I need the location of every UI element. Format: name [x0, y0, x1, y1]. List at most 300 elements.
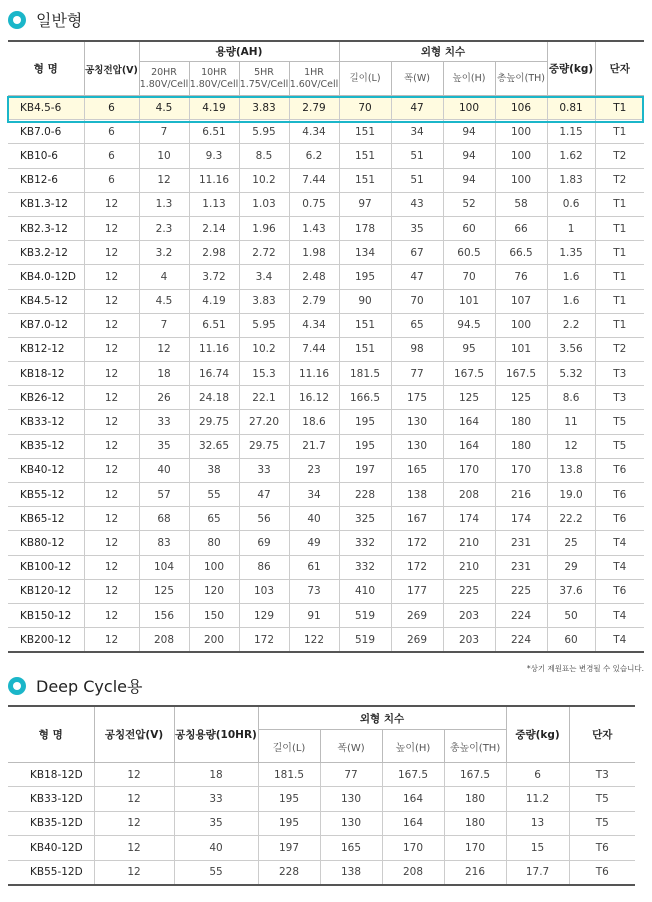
table-cell: 57 — [139, 483, 189, 507]
table-cell: 1.03 — [239, 192, 289, 216]
table-cell: T3 — [595, 386, 644, 410]
table-cell: 12 — [84, 483, 139, 507]
table-cell: 12 — [84, 531, 139, 555]
table-cell: 7 — [139, 313, 189, 337]
capacity-subheader: 20HR 1.80V/Cell — [139, 62, 189, 96]
table-cell: 29 — [547, 555, 595, 579]
table-cell: 197 — [258, 836, 320, 860]
table-cell: 38 — [189, 458, 239, 482]
table-cell: 197 — [339, 458, 391, 482]
table-cell: 13.8 — [547, 458, 595, 482]
table-cell: 151 — [339, 313, 391, 337]
table-cell: 1.35 — [547, 241, 595, 265]
table-cell: 58 — [495, 192, 547, 216]
table-cell: 519 — [339, 628, 391, 653]
table-cell: T2 — [595, 144, 644, 168]
table-cell: 269 — [391, 603, 443, 627]
table-cell: 51 — [391, 144, 443, 168]
table-cell: 8.6 — [547, 386, 595, 410]
table-cell: 16.74 — [189, 362, 239, 386]
table-cell: 107 — [495, 289, 547, 313]
table-cell: 1.62 — [547, 144, 595, 168]
table-cell: 70 — [391, 289, 443, 313]
table-cell: 55 — [189, 483, 239, 507]
model-cell: KB80-12 — [8, 531, 84, 555]
table-cell: 4 — [139, 265, 189, 289]
table-cell: 33 — [239, 458, 289, 482]
table-cell: 178 — [339, 216, 391, 240]
table-cell: 12 — [139, 168, 189, 192]
table-row — [8, 836, 635, 860]
model-cell: KB200-12 — [8, 628, 84, 653]
table-cell: 70 — [339, 96, 391, 120]
dimension-subheader: 높이(H) — [443, 62, 495, 96]
table-cell: 156 — [139, 603, 189, 627]
table-cell: 167.5 — [443, 362, 495, 386]
table-row — [8, 458, 644, 482]
ring-bullet-icon — [8, 11, 26, 29]
table-cell: 172 — [391, 531, 443, 555]
table-cell: 4.5 — [139, 96, 189, 120]
table-cell: 195 — [258, 787, 320, 811]
table-cell: 180 — [495, 410, 547, 434]
table-cell: 91 — [289, 603, 339, 627]
col-dimensions: 외형 치수 — [339, 41, 547, 62]
table-cell: 167.5 — [444, 763, 506, 787]
col-voltage: 공칭전압(V) — [94, 706, 174, 763]
table-cell: 2.3 — [139, 216, 189, 240]
table-cell: 24.18 — [189, 386, 239, 410]
table-cell: 170 — [382, 836, 444, 860]
table-cell: 203 — [443, 603, 495, 627]
table-cell: 60.5 — [443, 241, 495, 265]
table-cell: 55 — [174, 860, 258, 885]
table-cell: 6 — [84, 96, 139, 120]
table-cell: 332 — [339, 555, 391, 579]
table-cell: 325 — [339, 507, 391, 531]
table-cell: 167.5 — [382, 763, 444, 787]
table-row — [8, 168, 644, 192]
table-row — [8, 579, 644, 603]
table-cell: 97 — [339, 192, 391, 216]
table-cell: 40 — [174, 836, 258, 860]
table-cell: 1.3 — [139, 192, 189, 216]
spec-change-note: *상기 제원표는 변경될 수 있습니다. — [526, 664, 644, 673]
table-cell: 228 — [339, 483, 391, 507]
col-terminal: 단자 — [569, 706, 635, 763]
table-cell: 225 — [495, 579, 547, 603]
table-cell: 195 — [339, 410, 391, 434]
table-cell: T4 — [595, 555, 644, 579]
table-cell: 130 — [320, 811, 382, 835]
table-cell: 129 — [239, 603, 289, 627]
table-cell: 37.6 — [547, 579, 595, 603]
table-cell: 125 — [443, 386, 495, 410]
table-cell: 5.32 — [547, 362, 595, 386]
table-cell: 94 — [443, 144, 495, 168]
table-cell: 216 — [444, 860, 506, 885]
table-cell: 83 — [139, 531, 189, 555]
table-cell: 0.6 — [547, 192, 595, 216]
general-spec-table — [8, 40, 644, 653]
table-cell: 12 — [84, 265, 139, 289]
table-cell: 65 — [189, 507, 239, 531]
table-cell: T5 — [595, 434, 644, 458]
table-cell: T6 — [569, 836, 635, 860]
table-cell: 1.43 — [289, 216, 339, 240]
section-title-text: 일반형 — [36, 11, 83, 30]
table-cell: 35 — [139, 434, 189, 458]
table-cell: 0.75 — [289, 192, 339, 216]
table-cell: 9.3 — [189, 144, 239, 168]
table-cell: 65 — [391, 313, 443, 337]
table-cell: 210 — [443, 555, 495, 579]
table-cell: 231 — [495, 555, 547, 579]
table-cell: 5.95 — [239, 120, 289, 144]
table-cell: 231 — [495, 531, 547, 555]
table-cell: 224 — [495, 603, 547, 627]
table-cell: 32.65 — [189, 434, 239, 458]
table-cell: 47 — [391, 265, 443, 289]
table-cell: 172 — [391, 555, 443, 579]
table-cell: 33 — [174, 787, 258, 811]
col-weight: 중량(kg) — [547, 41, 595, 96]
table-cell: 33 — [139, 410, 189, 434]
table-cell: 410 — [339, 579, 391, 603]
table-row — [8, 628, 644, 653]
table-cell: 40 — [289, 507, 339, 531]
table-cell: 12 — [84, 289, 139, 313]
table-cell: 12 — [84, 458, 139, 482]
model-cell: KB4.0-12D — [8, 265, 84, 289]
model-cell: KB33-12 — [8, 410, 84, 434]
table-cell: 94 — [443, 120, 495, 144]
table-cell: 6 — [84, 120, 139, 144]
table-cell: 86 — [239, 555, 289, 579]
col-weight: 중량(kg) — [506, 706, 569, 763]
model-cell: KB18-12D — [8, 763, 94, 787]
table-row — [8, 265, 644, 289]
table-cell: 73 — [289, 579, 339, 603]
table-cell: 208 — [139, 628, 189, 653]
table-row — [8, 337, 644, 361]
table-cell: 4.34 — [289, 313, 339, 337]
col-dimensions: 외형 치수 — [258, 706, 506, 730]
dimension-subheader: 길이(L) — [258, 730, 320, 763]
model-cell: KB120-12 — [8, 579, 84, 603]
table-cell: 166.5 — [339, 386, 391, 410]
table-row — [8, 144, 644, 168]
table-cell: 8.5 — [239, 144, 289, 168]
table-cell: T6 — [595, 458, 644, 482]
table-cell: 167.5 — [495, 362, 547, 386]
table-cell: 21.7 — [289, 434, 339, 458]
table-cell: 1.6 — [547, 289, 595, 313]
table-cell: 12 — [84, 628, 139, 653]
table-cell: 7 — [139, 120, 189, 144]
table-cell: 10.2 — [239, 337, 289, 361]
table-cell: 181.5 — [339, 362, 391, 386]
table-cell: 12 — [84, 362, 139, 386]
table-cell: 2.2 — [547, 313, 595, 337]
table-cell: 177 — [391, 579, 443, 603]
table-cell: 208 — [382, 860, 444, 885]
table-cell: 151 — [339, 120, 391, 144]
table-cell: 66.5 — [495, 241, 547, 265]
model-cell: KB55-12 — [8, 483, 84, 507]
col-capacity: 공칭용량(10HR) — [174, 706, 258, 763]
table-cell: 181.5 — [258, 763, 320, 787]
col-voltage: 공칭전압(V) — [84, 41, 139, 96]
table-cell: 195 — [339, 434, 391, 458]
table-cell: T6 — [595, 579, 644, 603]
dimension-subheader: 폭(W) — [391, 62, 443, 96]
table-cell: 225 — [443, 579, 495, 603]
table-cell: 7.44 — [289, 168, 339, 192]
table-row — [8, 313, 644, 337]
table-cell: 125 — [495, 386, 547, 410]
table-cell: 175 — [391, 386, 443, 410]
table-cell: 76 — [495, 265, 547, 289]
table-cell: 50 — [547, 603, 595, 627]
table-cell: T1 — [595, 241, 644, 265]
table-row — [8, 120, 644, 144]
table-cell: 68 — [139, 507, 189, 531]
table-cell: 228 — [258, 860, 320, 885]
table-cell: 101 — [443, 289, 495, 313]
table-cell: 3.4 — [239, 265, 289, 289]
capacity-subheader: 5HR 1.75V/Cell — [239, 62, 289, 96]
table-cell: 100 — [495, 313, 547, 337]
table-cell: T5 — [595, 410, 644, 434]
model-cell: KB4.5-6 — [8, 96, 84, 120]
section-title-general — [8, 8, 82, 31]
model-cell: KB4.5-12 — [8, 289, 84, 313]
model-cell: KB65-12 — [8, 507, 84, 531]
capacity-subheader: 1HR 1.60V/Cell — [289, 62, 339, 96]
table-row — [8, 531, 644, 555]
table-cell: 12 — [84, 579, 139, 603]
table-cell: 11.2 — [506, 787, 569, 811]
model-cell: KB2.3-12 — [8, 216, 84, 240]
table-cell: 100 — [495, 120, 547, 144]
table-cell: 151 — [339, 168, 391, 192]
table-cell: 90 — [339, 289, 391, 313]
table-cell: 104 — [139, 555, 189, 579]
table-cell: 165 — [320, 836, 382, 860]
table-cell: 18 — [174, 763, 258, 787]
model-cell: KB18-12 — [8, 362, 84, 386]
model-cell: KB1.3-12 — [8, 192, 84, 216]
dimension-subheader: 높이(H) — [382, 730, 444, 763]
table-cell: 12 — [84, 386, 139, 410]
table-cell: 100 — [495, 168, 547, 192]
table-cell: 195 — [339, 265, 391, 289]
table-row — [8, 603, 644, 627]
table-cell: 2.48 — [289, 265, 339, 289]
table-cell: 138 — [320, 860, 382, 885]
table-cell: T2 — [595, 168, 644, 192]
model-cell: KB10-6 — [8, 144, 84, 168]
model-cell: KB12-6 — [8, 168, 84, 192]
model-cell: KB55-12D — [8, 860, 94, 885]
table-cell: 2.79 — [289, 289, 339, 313]
table-cell: 12 — [94, 836, 174, 860]
model-cell: KB100-12 — [8, 555, 84, 579]
table-cell: 180 — [444, 811, 506, 835]
table-cell: 151 — [339, 144, 391, 168]
table-cell: 6.2 — [289, 144, 339, 168]
table-cell: 69 — [239, 531, 289, 555]
model-cell: KB26-12 — [8, 386, 84, 410]
table-cell: 0.81 — [547, 96, 595, 120]
table-cell: 3.72 — [189, 265, 239, 289]
ring-bullet-icon — [8, 677, 26, 695]
table-cell: 43 — [391, 192, 443, 216]
table-cell: 98 — [391, 337, 443, 361]
table-row — [8, 507, 644, 531]
table-cell: 12 — [84, 313, 139, 337]
table-cell: 34 — [289, 483, 339, 507]
table-cell: 12 — [547, 434, 595, 458]
table-cell: 66 — [495, 216, 547, 240]
table-cell: 7.44 — [289, 337, 339, 361]
table-cell: 216 — [495, 483, 547, 507]
table-cell: 12 — [84, 434, 139, 458]
table-cell: 12 — [94, 860, 174, 885]
table-cell: 12 — [84, 337, 139, 361]
table-cell: 12 — [84, 241, 139, 265]
table-cell: 95 — [443, 337, 495, 361]
table-cell: 26 — [139, 386, 189, 410]
table-cell: T2 — [595, 337, 644, 361]
table-cell: T3 — [595, 362, 644, 386]
table-cell: 100 — [495, 144, 547, 168]
table-cell: 11 — [547, 410, 595, 434]
col-model: 형 명 — [8, 706, 94, 763]
table-cell: 4.19 — [189, 289, 239, 313]
table-cell: 100 — [189, 555, 239, 579]
table-cell: 4.5 — [139, 289, 189, 313]
table-cell: 170 — [495, 458, 547, 482]
table-cell: 180 — [495, 434, 547, 458]
table-cell: 3.56 — [547, 337, 595, 361]
table-cell: 49 — [289, 531, 339, 555]
table-cell: 167 — [391, 507, 443, 531]
table-cell: 11.16 — [189, 337, 239, 361]
table-cell: 174 — [495, 507, 547, 531]
table-cell: 60 — [547, 628, 595, 653]
table-cell: 40 — [139, 458, 189, 482]
table-cell: 15.3 — [239, 362, 289, 386]
table-cell: 51 — [391, 168, 443, 192]
table-cell: 23 — [289, 458, 339, 482]
table-cell: 18 — [139, 362, 189, 386]
model-cell: KB40-12 — [8, 458, 84, 482]
table-cell: 2.72 — [239, 241, 289, 265]
table-cell: 210 — [443, 531, 495, 555]
model-cell: KB150-12 — [8, 603, 84, 627]
capacity-subheader: 10HR 1.80V/Cell — [189, 62, 239, 96]
table-cell: 35 — [391, 216, 443, 240]
table-cell: 224 — [495, 628, 547, 653]
model-cell: KB35-12D — [8, 811, 94, 835]
table-cell: 165 — [391, 458, 443, 482]
table-cell: 56 — [239, 507, 289, 531]
table-row — [8, 192, 644, 216]
table-cell: 70 — [443, 265, 495, 289]
table-cell: 172 — [239, 628, 289, 653]
table-cell: 5.95 — [239, 313, 289, 337]
model-cell: KB40-12D — [8, 836, 94, 860]
table-cell: 11.16 — [289, 362, 339, 386]
table-cell: 130 — [391, 434, 443, 458]
table-cell: 1 — [547, 216, 595, 240]
table-cell: 150 — [189, 603, 239, 627]
table-cell: 138 — [391, 483, 443, 507]
table-cell: 195 — [258, 811, 320, 835]
deep-cycle-spec-table — [8, 705, 635, 886]
table-cell: 3.83 — [239, 289, 289, 313]
table-cell: T1 — [595, 265, 644, 289]
table-cell: 67 — [391, 241, 443, 265]
table-row — [8, 216, 644, 240]
table-row — [8, 483, 644, 507]
table-cell: 12 — [94, 787, 174, 811]
table-cell: 12 — [84, 555, 139, 579]
table-cell: 22.1 — [239, 386, 289, 410]
table-cell: 151 — [339, 337, 391, 361]
table-cell: 180 — [444, 787, 506, 811]
table-cell: 4.19 — [189, 96, 239, 120]
table-cell: T5 — [569, 811, 635, 835]
table-cell: 29.75 — [239, 434, 289, 458]
table-cell: 203 — [443, 628, 495, 653]
table-cell: 200 — [189, 628, 239, 653]
table-cell: 29.75 — [189, 410, 239, 434]
dimension-subheader: 총높이(TH) — [444, 730, 506, 763]
table-cell: 1.6 — [547, 265, 595, 289]
table-cell: 80 — [189, 531, 239, 555]
section-title-deep-cycle — [8, 674, 142, 697]
table-cell: 12 — [84, 603, 139, 627]
table-cell: 12 — [139, 337, 189, 361]
table-cell: 27.20 — [239, 410, 289, 434]
table-cell: T4 — [595, 531, 644, 555]
table-cell: 60 — [443, 216, 495, 240]
table-row — [8, 811, 635, 835]
table-cell: 12 — [84, 216, 139, 240]
section-title-text: Deep Cycle용 — [36, 677, 143, 696]
table-cell: 10 — [139, 144, 189, 168]
table-cell: T6 — [595, 507, 644, 531]
table-cell: 16.12 — [289, 386, 339, 410]
table-row — [8, 860, 635, 885]
table-cell: T6 — [569, 860, 635, 885]
table-row — [8, 763, 635, 787]
table-cell: T4 — [595, 603, 644, 627]
table-cell: 17.7 — [506, 860, 569, 885]
dimension-subheader: 총높이(TH) — [495, 62, 547, 96]
table-cell: 332 — [339, 531, 391, 555]
table-cell: 10.2 — [239, 168, 289, 192]
table-cell: 4.34 — [289, 120, 339, 144]
table-cell: 13 — [506, 811, 569, 835]
table-cell: 6.51 — [189, 313, 239, 337]
table-cell: 1.15 — [547, 120, 595, 144]
table-cell: 15 — [506, 836, 569, 860]
col-model: 형 명 — [8, 41, 84, 96]
